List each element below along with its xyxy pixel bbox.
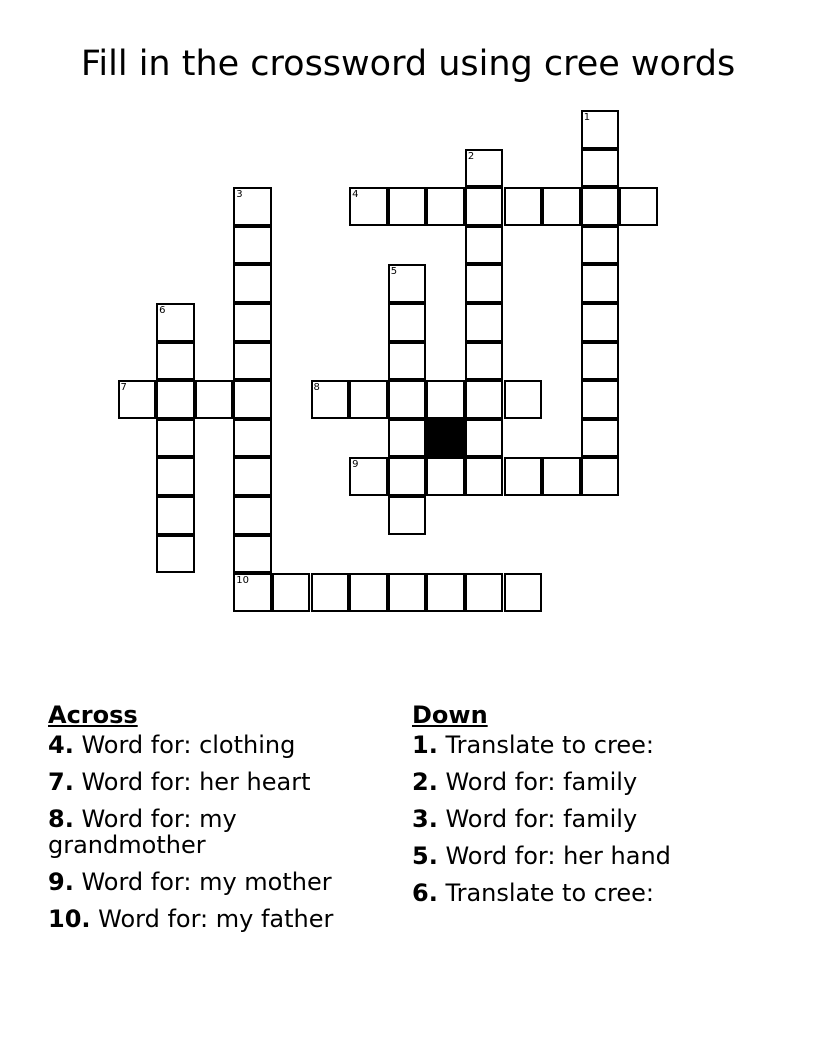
clue-number: 8. [48, 805, 74, 833]
crossword-cell[interactable] [581, 380, 620, 419]
crossword-cell[interactable] [233, 380, 272, 419]
across-clue [48, 906, 388, 932]
crossword-cell[interactable] [426, 457, 465, 496]
crossword-cell[interactable] [465, 380, 504, 419]
across-clue [48, 806, 388, 858]
crossword-cell[interactable] [465, 573, 504, 612]
clue-number: 10. [48, 905, 91, 933]
across-clue [48, 732, 388, 758]
crossword-cell[interactable] [349, 187, 388, 226]
crossword-cell[interactable] [504, 457, 543, 496]
crossword-cell[interactable] [388, 264, 427, 303]
crossword-cell[interactable] [233, 535, 272, 574]
crossword-cell[interactable] [349, 573, 388, 612]
crossword-cell[interactable] [465, 149, 504, 188]
crossword-cell[interactable] [426, 187, 465, 226]
clue-number: 9. [48, 868, 74, 896]
down-clue [412, 843, 772, 869]
crossword-cell[interactable] [581, 110, 620, 149]
crossword-cell[interactable] [311, 380, 350, 419]
crossword-cell[interactable] [233, 303, 272, 342]
crossword-cell[interactable] [233, 187, 272, 226]
clue-number: 10 [236, 575, 250, 587]
down-clue [412, 732, 772, 758]
crossword-cell[interactable] [349, 380, 388, 419]
crossword-cell[interactable] [388, 303, 427, 342]
crossword-cell[interactable] [581, 226, 620, 265]
across-heading: Across [48, 701, 138, 729]
down-clue [412, 769, 772, 795]
crossword-cell[interactable] [233, 573, 272, 612]
crossword-cell[interactable] [619, 187, 658, 226]
down-clues [412, 700, 772, 917]
crossword-cell[interactable] [156, 303, 195, 342]
clue-number: 3. [412, 805, 438, 833]
across-clue [48, 769, 388, 795]
crossword-cell[interactable] [465, 303, 504, 342]
crossword-cell[interactable] [388, 496, 427, 535]
crossword-cell[interactable] [465, 342, 504, 381]
across-clues [48, 700, 388, 943]
clue-number: 6 [159, 305, 166, 316]
crossword-cell[interactable] [156, 419, 195, 458]
black-cell [426, 419, 465, 458]
crossword-cell[interactable] [426, 380, 465, 419]
clue-number: 9 [352, 459, 359, 471]
clue-number: 2 [467, 150, 475, 162]
crossword-cell[interactable] [465, 226, 504, 265]
crossword-cell[interactable] [542, 187, 581, 226]
crossword-cell[interactable] [465, 187, 504, 226]
clue-number: 5. [412, 842, 438, 870]
clue-number: 1 [583, 112, 591, 123]
crossword-cell[interactable] [233, 226, 272, 265]
crossword-cell[interactable] [156, 535, 195, 574]
crossword-cell[interactable] [233, 419, 272, 458]
clue-text: Translate to cree: [437, 879, 654, 907]
crossword-cell[interactable] [156, 380, 195, 419]
crossword-cell[interactable] [581, 149, 620, 188]
crossword-cell[interactable] [465, 264, 504, 303]
crossword-cell[interactable] [465, 419, 504, 458]
crossword-cell[interactable] [233, 264, 272, 303]
clue-number: 7 [120, 382, 127, 394]
clue-text: Word for: her hand [437, 842, 671, 870]
crossword-cell[interactable] [156, 496, 195, 535]
crossword-cell[interactable] [504, 380, 543, 419]
crossword-cell[interactable] [195, 380, 234, 419]
crossword-cell[interactable] [581, 264, 620, 303]
crossword-cell[interactable] [272, 573, 311, 612]
crossword-cell[interactable] [581, 342, 620, 381]
crossword-cell[interactable] [233, 496, 272, 535]
clue-text: Word for: clothing [73, 731, 296, 759]
clue-text: Word for: family [437, 768, 638, 796]
clue-text: Word for: her heart [73, 768, 311, 796]
clue-number: 4. [48, 731, 74, 759]
crossword-cell[interactable] [388, 187, 427, 226]
crossword-cell[interactable] [349, 457, 388, 496]
clue-number: 7. [48, 768, 74, 796]
across-clue [48, 869, 388, 895]
clue-number: 3 [236, 189, 243, 201]
crossword-cell[interactable] [388, 457, 427, 496]
page-title: Fill in the crossword using cree words [80, 44, 736, 84]
crossword-cell[interactable] [233, 457, 272, 496]
down-clue [412, 806, 772, 832]
clue-number: 8 [313, 382, 320, 394]
crossword-cell[interactable] [388, 573, 427, 612]
crossword-cell[interactable] [311, 573, 350, 612]
crossword-cell[interactable] [426, 573, 465, 612]
crossword-cell[interactable] [504, 187, 543, 226]
crossword-cell[interactable] [465, 457, 504, 496]
clue-number: 1. [412, 731, 438, 759]
crossword-cell[interactable] [388, 342, 427, 381]
crossword-cell[interactable] [388, 419, 427, 458]
clue-number: 2. [412, 768, 438, 796]
down-heading: Down [412, 701, 488, 729]
crossword-cell[interactable] [504, 573, 543, 612]
clue-number: 6. [412, 879, 438, 907]
crossword-cell[interactable] [581, 187, 620, 226]
crossword-cell[interactable] [581, 303, 620, 342]
clue-text: Word for: my father [90, 905, 334, 933]
crossword-cell[interactable] [233, 342, 272, 381]
clue-text: Translate to cree: [437, 731, 654, 759]
crossword-cell[interactable] [581, 419, 620, 458]
crossword-cell[interactable] [581, 457, 620, 496]
crossword-cell[interactable] [156, 457, 195, 496]
clue-text: Word for: family [437, 805, 638, 833]
crossword-cell[interactable] [156, 342, 195, 381]
clue-number: 5 [390, 266, 398, 278]
clue-number: 4 [352, 189, 359, 201]
clue-text: Word for: my grandmother [48, 805, 237, 859]
crossword-cell[interactable] [388, 380, 427, 419]
clue-text: Word for: my mother [73, 868, 332, 896]
crossword-cell[interactable] [118, 380, 157, 419]
crossword-cell[interactable] [542, 457, 581, 496]
down-clue [412, 880, 772, 906]
